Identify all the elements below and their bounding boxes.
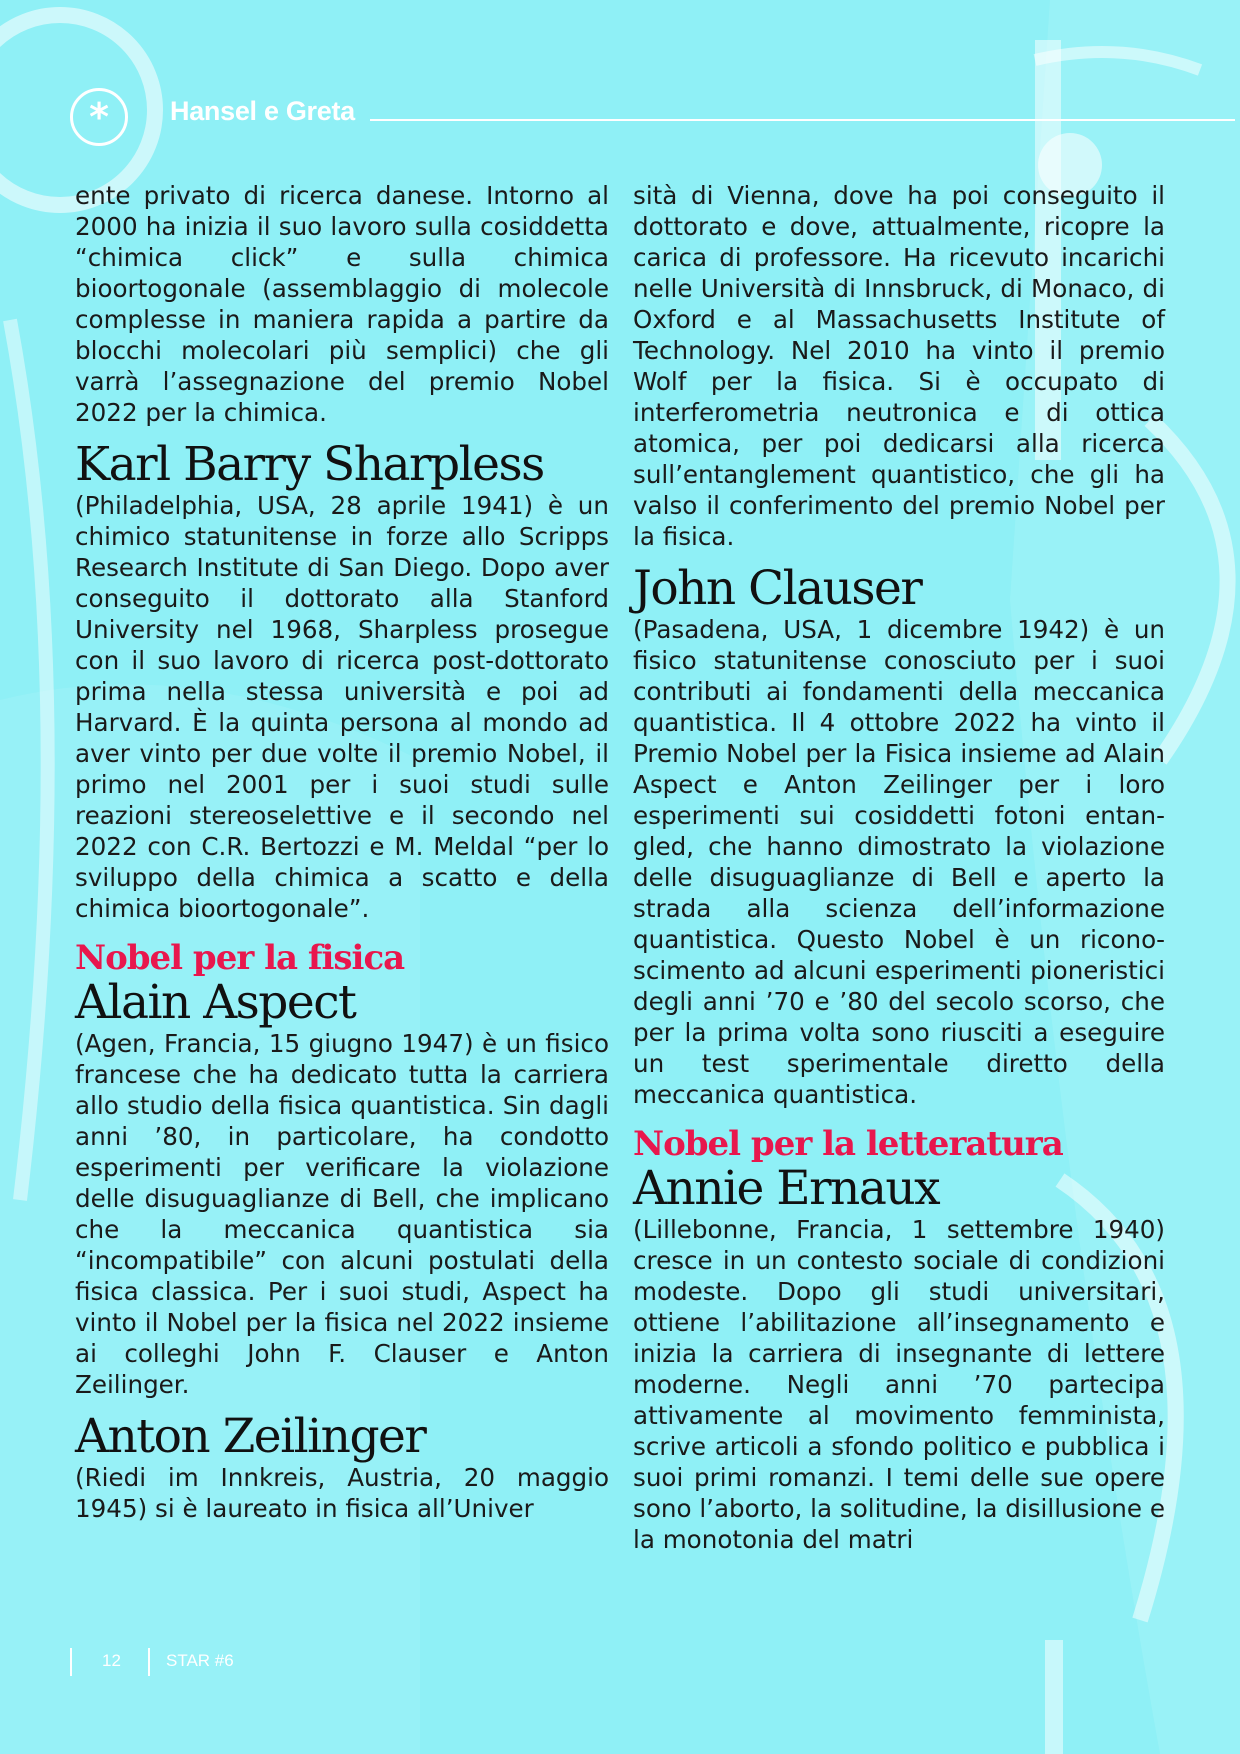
paragraph: sità di Vienna, dove ha poi conseguito il dottorato e dove, attualmente, ricopre la carica di professore. Ha ricevuto incarichi nelle Università di Innsbruck, di Monaco, di Oxford e al Massachusetts Institute of Technology. Nel 2010 ha vinto il premio Wolf per la fisica. Si è occupato di interferometria neutronica e di ottica atomica, per poi dedicarsi alla ricerca sull’entanglement quantistico, che gli ha valso il conferimento del premio Nobel per la fisica. [633, 181, 1165, 551]
person-heading: Anton Zeilinger [75, 1409, 426, 1464]
right-column [633, 180, 1165, 1555]
paragraph: (Agen, Francia, 15 giugno 1947) è un fisico francese che ha dedicato tutta la carriera allo studio della fisica quantistica. Sin dagli anni ’80, in particolare, ha condotto esperimenti per verificare la violazione delle disuguaglianze di Bell, che implicano che la meccanica quantistica sia “incompatibile” con alcuni postulati della fisica classica. Per i suoi studi, Aspect ha vinto il Nobel per la fisica nel 2022 insieme ai colleghi John F. Clauser e Anton Zeilinger. [75, 1029, 609, 1399]
page-header [70, 80, 1170, 150]
footer-divider [148, 1648, 150, 1676]
section-heading: Nobel per la fisica [75, 938, 405, 978]
footer-divider [70, 1648, 72, 1676]
magazine-issue: STAR #6 [166, 1651, 234, 1670]
logo [70, 88, 128, 146]
person-heading: Karl Barry Sharpless [75, 437, 544, 492]
person-heading: Annie Ernaux [633, 1161, 940, 1216]
paragraph: (Pasadena, USA, 1 dicembre 1942) è un fisico statunitense conosciuto per i suoi contributi ai fondamenti della meccanica quantistica. Il 4 ottobre 2022 ha vinto il Premio Nobel per la Fisica insieme ad Alain Aspect e Anton Zeilinger per i loro esperimenti sui cosiddetti fotoni entangled, che hanno dimostrato la violazione delle disuguaglianze di Bell e aperto la strada alla scienza dell’informazione quantistica. Questo Nobel è un riconoscimento ad alcuni esperimenti pioneristici degli anni ’70 e ’80 del secolo scorso, che per la prima volta sono riusciti a eseguire un test sperimentale diretto della meccanica quantistica. [633, 615, 1165, 1109]
person-heading: Alain Aspect [75, 975, 356, 1030]
paragraph: (Riedi im Innkreis, Austria, 20 maggio 1945) si è laureato in fisica all’Univer [75, 1463, 609, 1523]
asterisk-icon: * [89, 95, 109, 139]
paragraph: (Lillebonne, Francia, 1 settembre 1940) cresce in un contesto sociale di condizioni modeste. Dopo gli studi universitari, ottiene l’abilitazione all’insegnamento e inizia la carriera di insegnante di lettere moderne. Negli anni ’70 partecipa attivamente al movimento femminista, scrive articoli a sfondo politico e pubblica i suoi primi romanzi. I temi delle sue opere sono l’aborto, la solitudine, la disillusione e la monotonia del matri [633, 1215, 1165, 1554]
left-column [75, 180, 609, 1524]
page-number: 12 [102, 1651, 121, 1670]
paragraph: ente privato di ricerca danese. Intorno al 2000 ha inizia il suo lavoro sulla cosiddetta “chimica click” e sulla chimica bioortogonale (assemblaggio di molecole complesse in maniera rapida a partire da blocchi molecolari più semplici) che gli varrà l’assegnazione del premio Nobel 2022 per la chimica. [75, 181, 609, 427]
person-heading: John Clauser [633, 561, 922, 616]
paragraph: (Philadelphia, USA, 28 aprile 1941) è un chimico statunitense in forze allo Scripps Research Institute di San Diego. Dopo aver conseguito il dottorato alla Stanford University nel 1968, Sharpless prosegue con il suo lavoro di ricerca post-dottorato prima nella stessa università e poi ad Harvard. È la quinta persona al mondo ad aver vinto per due volte il premio Nobel, il primo nel 2001 per i suoi studi sulle reazioni stereoselettive e il secondo nel 2022 con C.R. Bertozzi e M. Meldal “per lo sviluppo della chimica a scatto e della chimica bioortogonale”. [75, 491, 609, 923]
header-divider [370, 119, 1235, 121]
section-title: Hansel e Greta [170, 96, 355, 126]
section-heading: Nobel per la letteratura [633, 1124, 1063, 1164]
